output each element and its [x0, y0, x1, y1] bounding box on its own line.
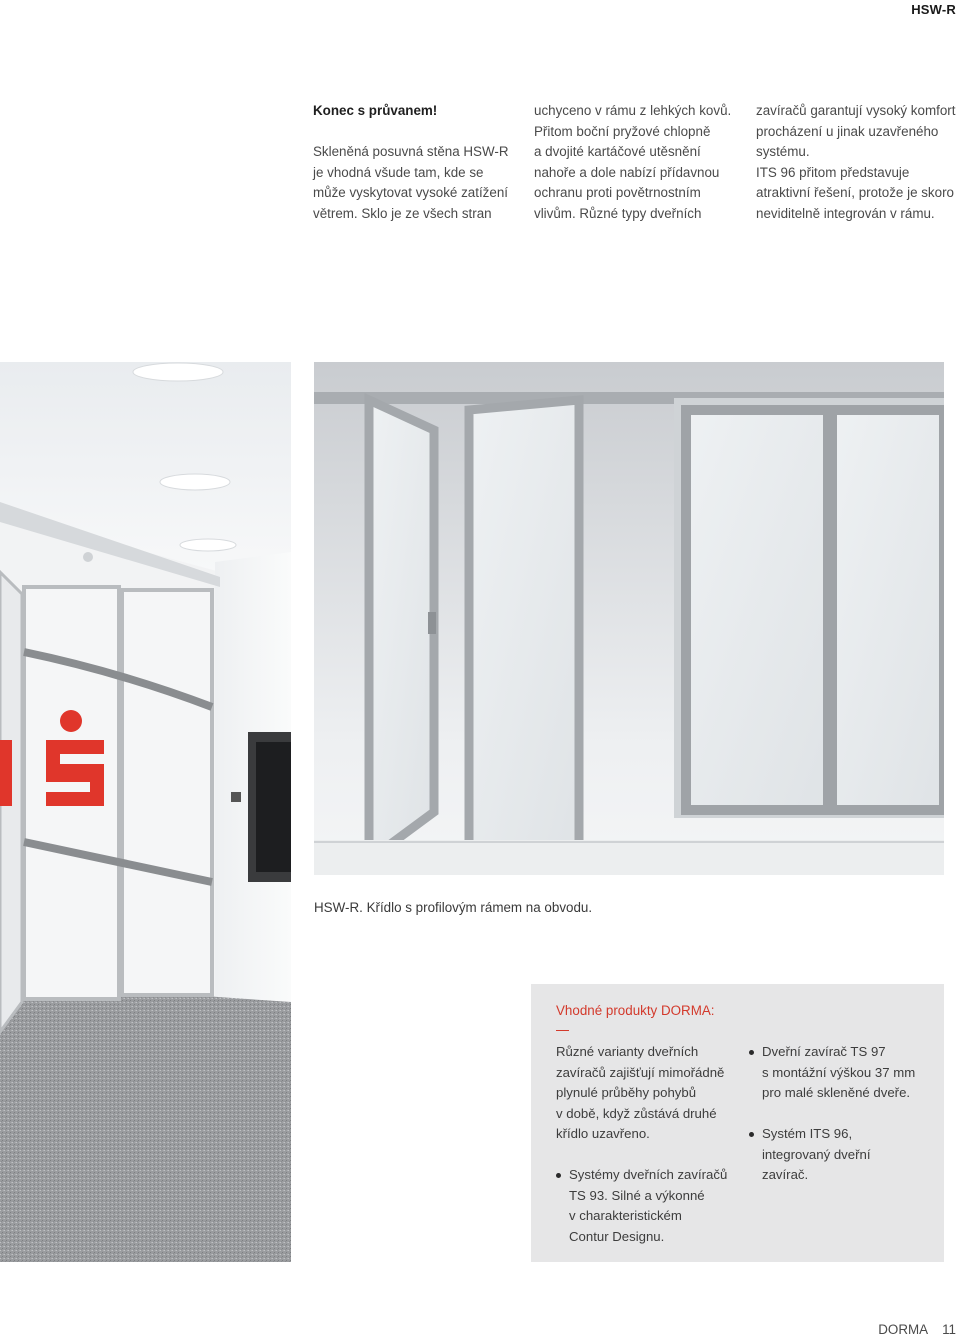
product-item-line: pro malé skleněné dveře. [762, 1085, 911, 1100]
page-number: 11 [942, 1322, 956, 1337]
intro-line: nahoře a dole nabízí přídavnou [534, 164, 720, 180]
product-item-line: Systémy dveřních zavíračů [569, 1167, 728, 1182]
products-title: Vhodné produkty DORMA: [556, 1003, 715, 1018]
intro-line: uchyceno v rámu z lehkých kovů. [534, 103, 732, 118]
intro-heading: Konec s průvanem! [313, 103, 438, 118]
intro-line: je vhodná všude tam, kde se [313, 164, 484, 180]
intro-line: procházení u jinak uzavřeného [756, 123, 939, 139]
product-item-line: TS 93. Silné a výkonné [569, 1187, 705, 1203]
intro-line: Skleněná posuvná stěna HSW-R [313, 144, 509, 159]
folding-wall-photo [314, 362, 944, 875]
products-description-line: Různé varianty dveřních [556, 1044, 699, 1059]
products-description-line: zavíračů zajišťují mimořádně [556, 1064, 725, 1080]
intro-line: Přitom boční pryžové chlopně [534, 123, 711, 139]
intro-line: může vyskytovat vysoké zatížení [313, 185, 508, 200]
product-item-line: Dveřní zavírač TS 97 [762, 1044, 886, 1059]
products-description-line: plynulé průběhy pohybů [556, 1085, 697, 1100]
intro-column-3 [756, 101, 960, 224]
intro-line: systému. [756, 144, 810, 159]
product-item-line: zavírač. [762, 1167, 809, 1182]
product-item-its96 [749, 1124, 915, 1186]
product-code-tag: HSW-R [911, 2, 956, 17]
suitable-products-box [531, 984, 944, 1262]
product-item-line: Systém ITS 96, [762, 1126, 853, 1141]
intro-column-2 [534, 101, 739, 224]
product-item-line: Contur Designu. [569, 1228, 665, 1244]
accent-dash [556, 1030, 569, 1031]
product-item-ts93 [556, 1165, 727, 1247]
product-item-line: s montážní výškou 37 mm [762, 1064, 916, 1080]
intro-line: ochranu proti povětrnostním [534, 185, 701, 200]
intro-line: vlivům. Různé typy dveřních [534, 205, 702, 221]
intro-line: atraktivní řešení, protože je skoro [756, 185, 954, 200]
product-item-line: integrovaný dveřní [762, 1146, 871, 1162]
intro-line: zavíračů garantují vysoký komfort [756, 103, 956, 118]
products-description-line: v době, když zůstává druhé [556, 1105, 717, 1121]
footer-brand: DORMA [878, 1322, 929, 1337]
photo-caption: HSW-R. Křídlo s profilovým rámem na obvodu. [314, 900, 593, 915]
product-item-line: v charakteristickém [569, 1208, 682, 1223]
products-right-column [749, 1042, 915, 1186]
products-description-line: křídlo uzavřeno. [556, 1126, 650, 1141]
page-footer [878, 1322, 956, 1337]
intro-column-1 [313, 101, 518, 224]
products-left-column [556, 1042, 727, 1247]
intro-line: a dvojité kartáčové utěsnění [534, 144, 701, 159]
lobby-photo [0, 362, 291, 1262]
product-item-ts97 [749, 1042, 915, 1104]
intro-line: neviditelně integrován v rámu. [756, 205, 935, 221]
intro-line: větrem. Sklo je ze všech stran [313, 205, 492, 221]
intro-line: ITS 96 přitom představuje [756, 164, 910, 180]
